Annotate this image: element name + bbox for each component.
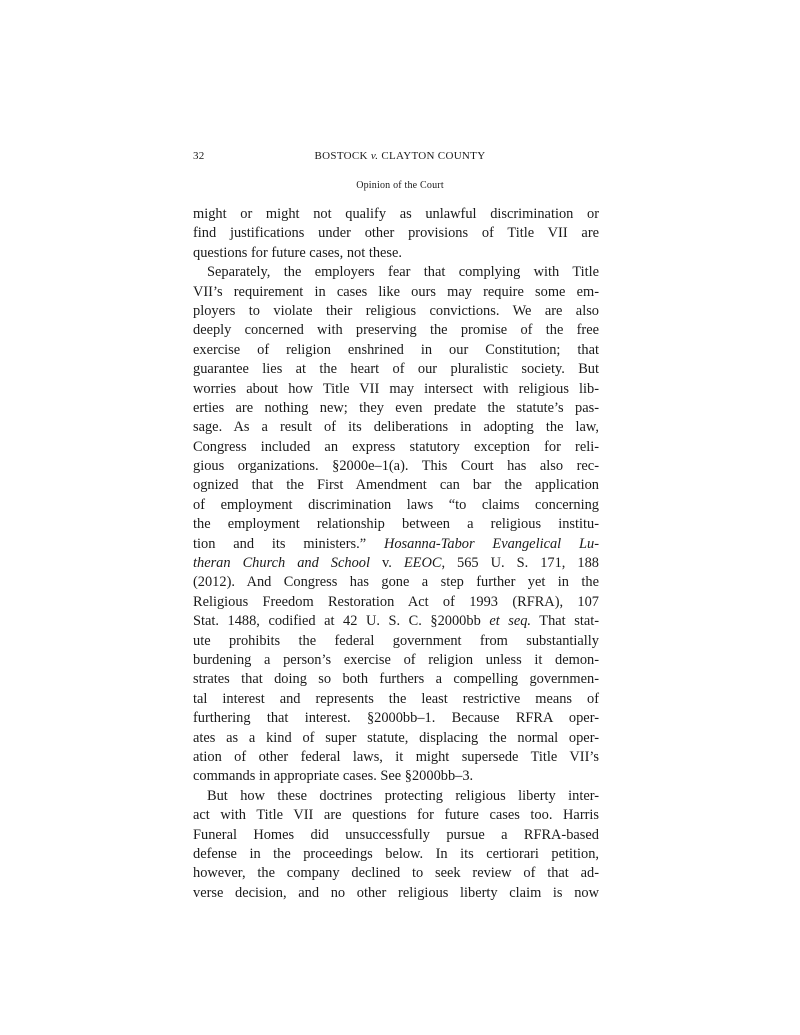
text-line: of employment discrimination laws “to claims concerning: [193, 496, 599, 513]
text-run: tion and its ministers.”: [193, 535, 384, 552]
text-line: Funeral Homes did unsuccessfully pursue a RFRA-based: [193, 826, 599, 843]
text-line: ognized that the First Amendment can bar the application: [193, 477, 599, 494]
latin-term-italic: et seq.: [489, 613, 532, 630]
text-line: gious organizations. §2000e–1(a). This Court has also rec-: [193, 458, 599, 475]
text-line: burdening a person’s exercise of religion unless it demon-: [193, 651, 599, 668]
text-line: act with Title VII are questions for future cases too. Harris: [193, 807, 599, 824]
text-line: Separately, the employers fear that complying with Title: [207, 264, 599, 281]
text-line: tal interest and represents the least restrictive means of: [193, 690, 599, 707]
text-line: commands in appropriate cases. See §2000bb–3.: [193, 768, 474, 785]
running-head: [0, 150, 800, 162]
text-line: But how these doctrines protecting religious liberty inter-: [207, 787, 599, 804]
text-line: [193, 612, 599, 631]
text-run: Stat. 1488, codified at 42 U. S. C. §2000bb: [193, 613, 490, 630]
text-line: [193, 554, 599, 573]
text-line: sage. As a result of its deliberations in adopting the law,: [193, 419, 599, 436]
opinion-subheading: Opinion of the Court: [356, 180, 444, 191]
text-line: defense in the proceedings below. In its certiorari petition,: [193, 845, 599, 862]
text-line: [193, 535, 599, 554]
case-name-left: BOSTOCK: [314, 150, 371, 162]
text-line: deeply concerned with preserving the promise of the free: [193, 322, 599, 339]
text-line: exercise of religion enshrined in our Constitution; that: [193, 341, 599, 358]
text-run: , 565 U. S. 171, 188: [441, 555, 599, 572]
page-number: 32: [193, 150, 205, 162]
case-citation-italic: Hosanna-Tabor Evangelical Lu-: [383, 535, 599, 552]
case-citation-italic: EEOC: [403, 555, 442, 572]
text-line: verse decision, and no other religious liberty claim is now: [193, 884, 599, 901]
text-line: ute prohibits the federal government from substantially: [193, 632, 599, 649]
case-name-right: CLAYTON COUNTY: [378, 150, 486, 162]
text-line: ates as a kind of super statute, displacing the normal oper-: [193, 729, 599, 746]
text-line: Religious Freedom Restoration Act of 1993 (RFRA), 107: [193, 593, 599, 610]
text-line: the employment relationship between a religious institu-: [193, 516, 599, 533]
case-versus: v.: [370, 150, 379, 162]
text-line: guarantee lies at the heart of our pluralistic society. But: [193, 361, 599, 378]
case-citation-italic: theran Church and School: [193, 555, 370, 572]
opinion-body: [193, 205, 599, 903]
text-line: ation of other federal laws, it might supersede Title VII’s: [193, 748, 599, 765]
text-run: That stat-: [531, 613, 599, 630]
text-line: VII’s requirement in cases like ours may require some em-: [193, 283, 599, 300]
text-line: however, the company declined to seek review of that ad-: [193, 865, 599, 882]
text-run: v.: [369, 555, 404, 572]
text-line: Congress included an express statutory exception for reli-: [193, 438, 599, 455]
text-line: find justifications under other provisions of Title VII are: [193, 225, 599, 242]
text-line: erties are nothing new; they even predate the statute’s pas-: [193, 399, 599, 416]
text-line: ployers to violate their religious convictions. We are also: [193, 302, 599, 319]
text-line: questions for future cases, not these.: [193, 244, 403, 261]
text-line: (2012). And Congress has gone a step further yet in the: [193, 574, 599, 591]
text-line: strates that doing so both furthers a compelling governmen-: [193, 671, 599, 688]
text-line: worries about how Title VII may intersect with religious lib-: [193, 380, 599, 397]
text-line: might or might not qualify as unlawful discrimination or: [193, 206, 599, 222]
text-line: furthering that interest. §2000bb–1. Because RFRA oper-: [193, 710, 599, 727]
